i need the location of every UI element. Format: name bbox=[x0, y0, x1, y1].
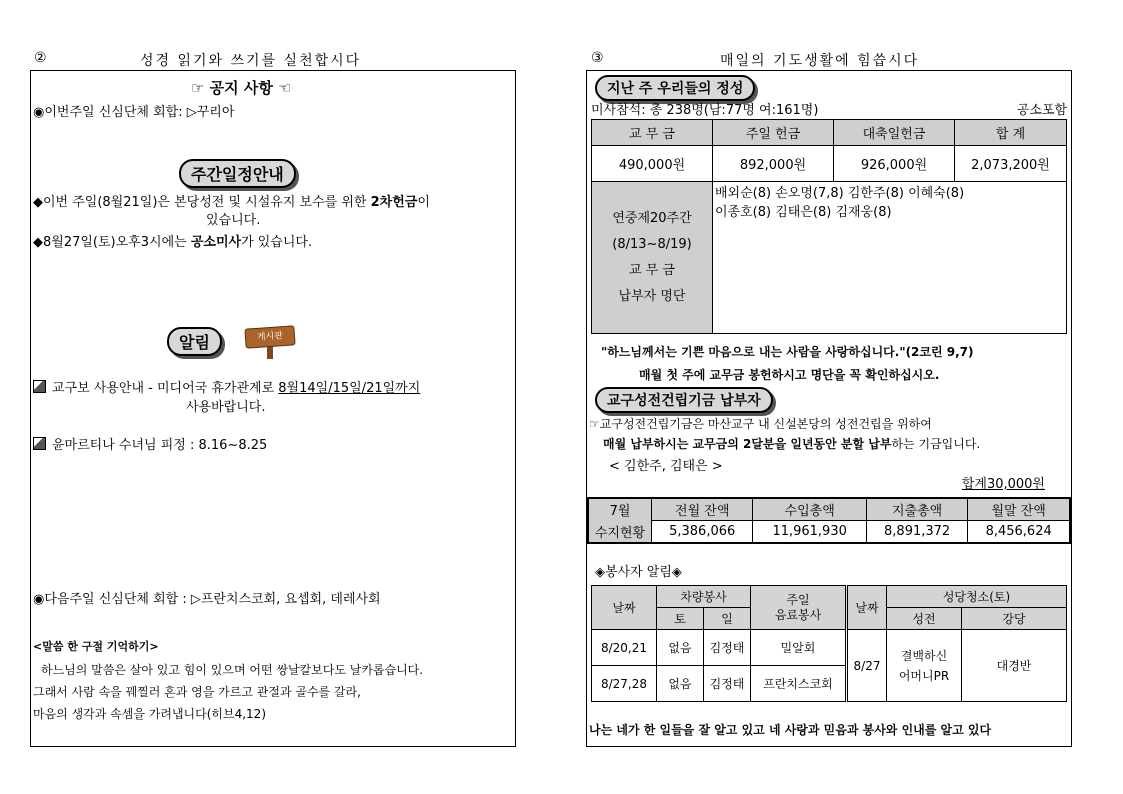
vol-clean-sanct-2: 어머니PR bbox=[898, 668, 950, 683]
schedule-title-badge bbox=[179, 159, 296, 188]
offering-title-badge bbox=[595, 75, 755, 101]
finance-header-cell: 지출총액 bbox=[866, 498, 967, 521]
next-week-meeting: ◉다음주일 신심단체 회합 : ▷프란치스코회, 요셉회, 데레사회 bbox=[33, 592, 381, 607]
bullet-square-icon bbox=[33, 380, 46, 393]
vol-drink-header bbox=[751, 586, 847, 630]
vol-row1-date: 8/20,21 bbox=[592, 630, 657, 666]
alert-2-text: 윤마르티나 수녀님 피정 : 8.16~8.25 bbox=[52, 438, 268, 453]
this-week-meeting: ◉이번주일 신심단체 회합: ▷꾸리아 bbox=[33, 105, 235, 120]
alert-item-1 bbox=[33, 377, 420, 396]
schedule-1-continuation: 있습니다. bbox=[206, 213, 261, 228]
vol-row2-drink: 프란치스코회 bbox=[751, 666, 847, 702]
bullet-square-icon bbox=[33, 437, 46, 450]
signboard-label: 게시판 bbox=[244, 325, 295, 348]
alert-1-text: 교구보 사용안내 - 미디어국 휴가관계로 bbox=[52, 381, 279, 396]
vol-drink-header-2: 음료봉사 bbox=[774, 607, 822, 622]
finance-value-cell: 8,456,624 bbox=[968, 521, 1070, 543]
payers-label-cell bbox=[592, 182, 713, 334]
payers-label-line-1: 연중제20주간 bbox=[612, 210, 692, 226]
left-page-header: 성경 읽기와 쓰기를 실천합시다 bbox=[140, 53, 362, 69]
vol-car-header: 차량봉사 bbox=[657, 586, 751, 608]
offering-quote: "하느님께서는 기쁜 마음으로 내는 사람을 사랑하십니다."(2코린 9,7) bbox=[601, 345, 974, 359]
schedule-2-bold: 공소미사 bbox=[190, 235, 242, 250]
offering-header-cell: 합 계 bbox=[955, 120, 1067, 146]
finance-header-cell: 월말 잔액 bbox=[968, 498, 1070, 521]
schedule-1-bold: 2차헌금 bbox=[370, 195, 418, 210]
signboard-icon bbox=[245, 325, 295, 355]
schedule-2-text: ◆8월27일(토)오후3시에는 bbox=[33, 235, 191, 250]
alert-title-badge bbox=[167, 327, 222, 356]
vol-clean-date: 8/27 bbox=[847, 630, 887, 702]
schedule-1-text: ◆이번 주일(8월21일)은 본당성전 및 시설유지 보수를 위한 bbox=[33, 195, 371, 210]
attendance-text: 미사참석: 총 238명(남:77명 여:161명) bbox=[591, 103, 819, 118]
offering-title: 지난 주 우리들의 정성 bbox=[595, 75, 755, 101]
fund-line-2 bbox=[603, 435, 980, 452]
fund-title-badge bbox=[595, 387, 773, 413]
alert-1-dates: 8월14일/15일/21일까지 bbox=[278, 381, 421, 396]
payers-line-1: 배외순(8) 손오명(7,8) 김한주(8) 이혜숙(8) bbox=[715, 186, 965, 201]
offering-reminder: 매월 첫 주에 교무금 봉헌하시고 명단을 꼭 확인하십시오. bbox=[639, 368, 940, 382]
alert-item-2 bbox=[33, 434, 267, 453]
vol-row1-sun: 김정태 bbox=[704, 630, 751, 666]
verse-line-2: 그래서 사람 속을 꿰찔러 혼과 영을 가르고 관절과 골수를 갈라, bbox=[33, 685, 361, 699]
vol-clean-hall: 대경반 bbox=[962, 630, 1067, 702]
right-page-number: ③ bbox=[591, 50, 604, 66]
fund-names: < 김한주, 김태은 > bbox=[609, 459, 723, 474]
vol-row2-date: 8/27,28 bbox=[592, 666, 657, 702]
footer-verse: 나는 네가 한 일들을 잘 알고 있고 네 사랑과 믿음과 봉사와 인내를 알고 있다 bbox=[589, 723, 992, 737]
volunteer-table bbox=[591, 585, 1067, 702]
payers-line-2: 이종호(8) 김태은(8) 김재웅(8) bbox=[715, 205, 892, 220]
finance-header-cell: 전월 잔액 bbox=[652, 498, 753, 521]
right-page-header: 매일의 기도생활에 힘씁시다 bbox=[720, 53, 920, 69]
alert-1-continuation: 사용바랍니다. bbox=[186, 400, 266, 415]
schedule-item-2 bbox=[33, 231, 312, 250]
vol-clean-header: 성당청소(토) bbox=[887, 586, 1067, 608]
finance-value-cell: 5,386,066 bbox=[652, 521, 753, 543]
payers-list-cell bbox=[713, 182, 1067, 334]
payers-label-line-2: (8/13~8/19) bbox=[612, 236, 692, 252]
verse-line-3: 마음의 생각과 속셈을 가려냅니다(히브4,12) bbox=[33, 707, 266, 721]
left-page-frame bbox=[30, 70, 516, 747]
offering-value-cell: 2,073,200원 bbox=[955, 146, 1067, 182]
offering-value-cell: 926,000원 bbox=[834, 146, 955, 182]
vol-row1-drink: 밀알회 bbox=[751, 630, 847, 666]
vol-sat-header: 토 bbox=[657, 608, 704, 630]
finance-table bbox=[587, 497, 1071, 544]
schedule-1-end: 이 bbox=[417, 195, 430, 210]
finance-label: 수지현황 bbox=[588, 521, 652, 543]
alert-title: 알림 bbox=[167, 327, 222, 356]
offering-value-cell: 490,000원 bbox=[592, 146, 713, 182]
schedule-title: 주간일정안내 bbox=[179, 159, 296, 188]
fund-line-2-end: 하는 기금입니다. bbox=[891, 437, 981, 451]
volunteer-title: ◈봉사자 알림◈ bbox=[595, 565, 682, 580]
vol-drink-header-1: 주일 bbox=[786, 592, 810, 607]
offering-table bbox=[591, 119, 1067, 334]
schedule-2-end: 가 있습니다. bbox=[241, 235, 313, 250]
verse-title: <말씀 한 구절 기억하기> bbox=[33, 640, 159, 653]
fund-title: 교구성전건립기금 납부자 bbox=[595, 387, 773, 413]
vol-sun-header: 일 bbox=[704, 608, 751, 630]
offering-header-cell: 대축일헌금 bbox=[834, 120, 955, 146]
notice-title: ☞ 공지 사항 ☜ bbox=[191, 79, 292, 97]
vol-hall-header: 강당 bbox=[962, 608, 1067, 630]
vol-row1-sat: 없음 bbox=[657, 630, 704, 666]
schedule-item-1 bbox=[33, 191, 430, 210]
vol-row2-sat: 없음 bbox=[657, 666, 704, 702]
vol-row2-sun: 김정태 bbox=[704, 666, 751, 702]
payers-label-line-3: 교 무 금 bbox=[629, 262, 675, 278]
vol-date2-header: 날짜 bbox=[847, 586, 887, 630]
left-page-number: ② bbox=[34, 50, 47, 66]
finance-value-cell: 11,961,930 bbox=[753, 521, 867, 543]
vol-sanct-header: 성전 bbox=[887, 608, 962, 630]
attendance-note: 공소포함 bbox=[1016, 103, 1067, 118]
offering-header-cell: 주일 헌금 bbox=[713, 120, 834, 146]
finance-value-cell: 8,891,372 bbox=[866, 521, 967, 543]
finance-header-cell: 수입총액 bbox=[753, 498, 867, 521]
vol-date-header: 날짜 bbox=[592, 586, 657, 630]
verse-line-1: 하느님의 말씀은 살아 있고 힘이 있으며 어떤 쌍날칼보다도 날카롭습니다. bbox=[41, 663, 424, 677]
fund-total: 합계30,000원 bbox=[961, 477, 1045, 492]
offering-value-cell: 892,000원 bbox=[713, 146, 834, 182]
fund-line-1: ☞교구성전건립기금은 마산교구 내 신설본당의 성전건립을 위하여 bbox=[589, 417, 932, 431]
finance-month: 7월 bbox=[588, 498, 652, 521]
offering-header-cell: 교 무 금 bbox=[592, 120, 713, 146]
vol-clean-sanct bbox=[887, 630, 962, 702]
payers-label-line-4: 납부자 명단 bbox=[618, 288, 686, 304]
right-page-frame bbox=[586, 70, 1072, 747]
vol-clean-sanct-1: 결백하신 bbox=[900, 648, 948, 663]
fund-line-2-bold: 매월 납부하시는 교무금의 2달분을 일년동안 분할 납부 bbox=[603, 437, 892, 451]
